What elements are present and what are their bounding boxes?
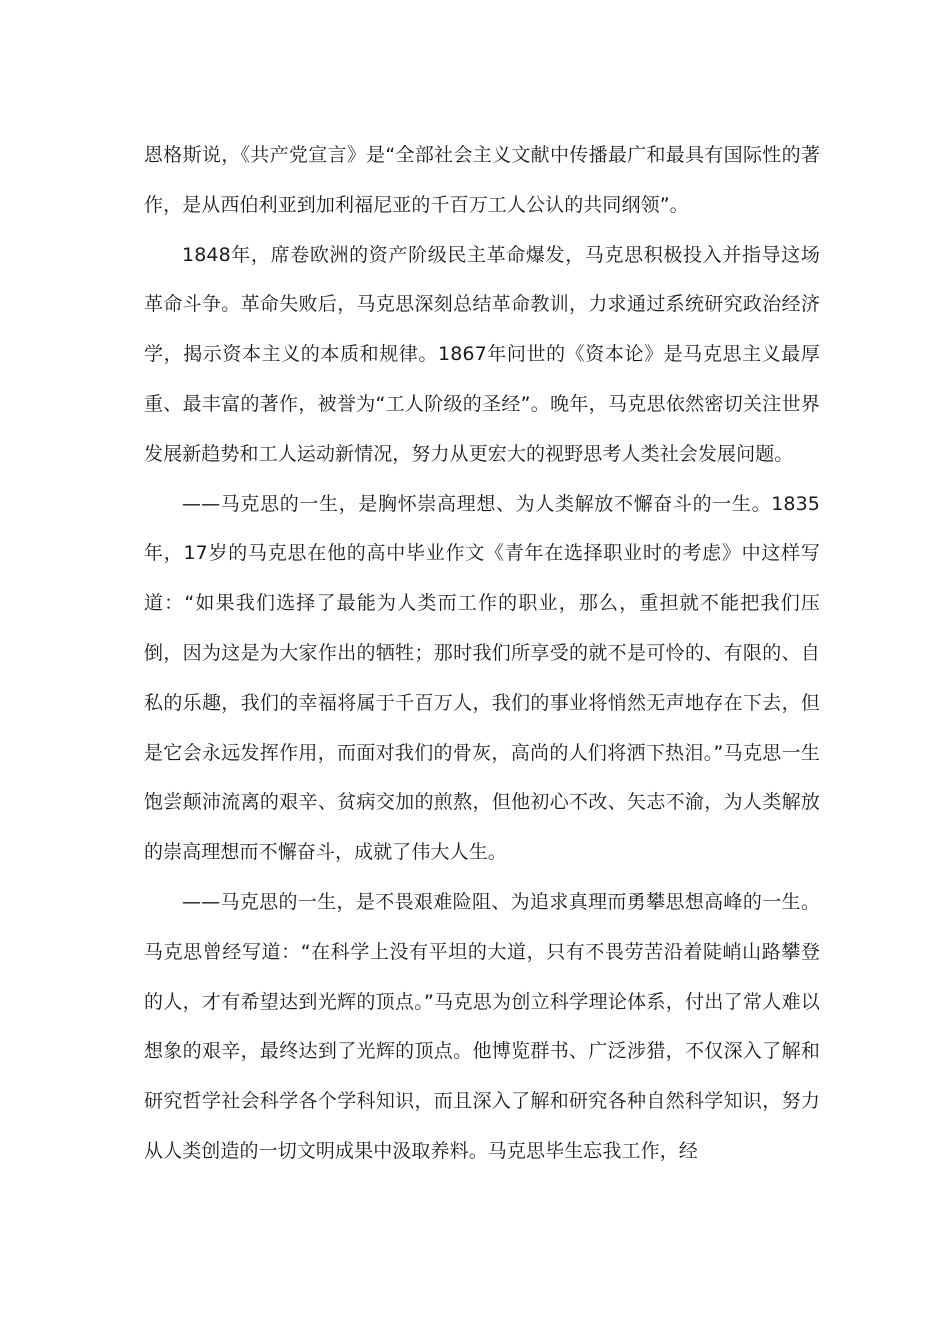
paragraph-1848-revolution: 1848年，席卷欧洲的资产阶级民主革命爆发，马克思积极投入并指导这场革命斗争。革命失败后，马克思深刻总结革命教训，力求通过系统研究政治经济学，揭示资本主义的本质和规律。1867年问世的《资本论》是马克思主义最厚重、最丰富的著作，被誉为“工人阶级的圣经”。晚年，马克思依然密切关注世界发展新趋势和工人运动新情况，努力从更宏大的视野思考人类社会发展问题。 — [144, 243, 820, 465]
paragraph-lofty-ideals: ——马克思的一生，是胸怀崇高理想、为人类解放不懈奋斗的一生。1835年，17岁的马克思在他的高中毕业作文《青年在选择职业时的考虑》中这样写道：“如果我们选择了最能为人类而工作的职业，那么，重担就不能把我们压倒，因为这是为大家作出的牺牲；那时我们所享受的就不是可怜的、有限的、自私的乐趣，我们的幸福将属于千百万人，我们的事业将悄然无声地存在下去，但是它会永远发挥作用，而面对我们的骨灰，高尚的人们将洒下热泪。”马克思一生饱尝颠沛流离的艰辛、贫病交加的煎熬，但他初心不改、矢志不渝，为人类解放的崇高理想而不懈奋斗，成就了伟大人生。 — [144, 492, 820, 864]
paragraph-pursuit-of-truth: ——马克思的一生，是不畏艰难险阻、为追求真理而勇攀思想高峰的一生。马克思曾经写道：“在科学上没有平坦的大道，只有不畏劳苦沿着陡峭山路攀登的人，才有希望达到光辉的顶点。”马克思为创立科学理论体系，付出了常人难以想象的艰辛，最终达到了光辉的顶点。他博览群书、广泛涉猎，不仅深入了解和研究哲学社会科学各个学科知识，而且深入了解和研究各种自然科学知识，努力从人类创造的一切文明成果中汲取养料。马克思毕生忘我工作，经 — [144, 890, 820, 1162]
body-text — [144, 131, 820, 1177]
paragraph-engels-quote: 恩格斯说，《共产党宣言》是“全部社会主义文献中传播最广和最具有国际性的著作，是从西伯利亚到加利福尼亚的千百万工人公认的共同纲领”。 — [144, 144, 820, 216]
